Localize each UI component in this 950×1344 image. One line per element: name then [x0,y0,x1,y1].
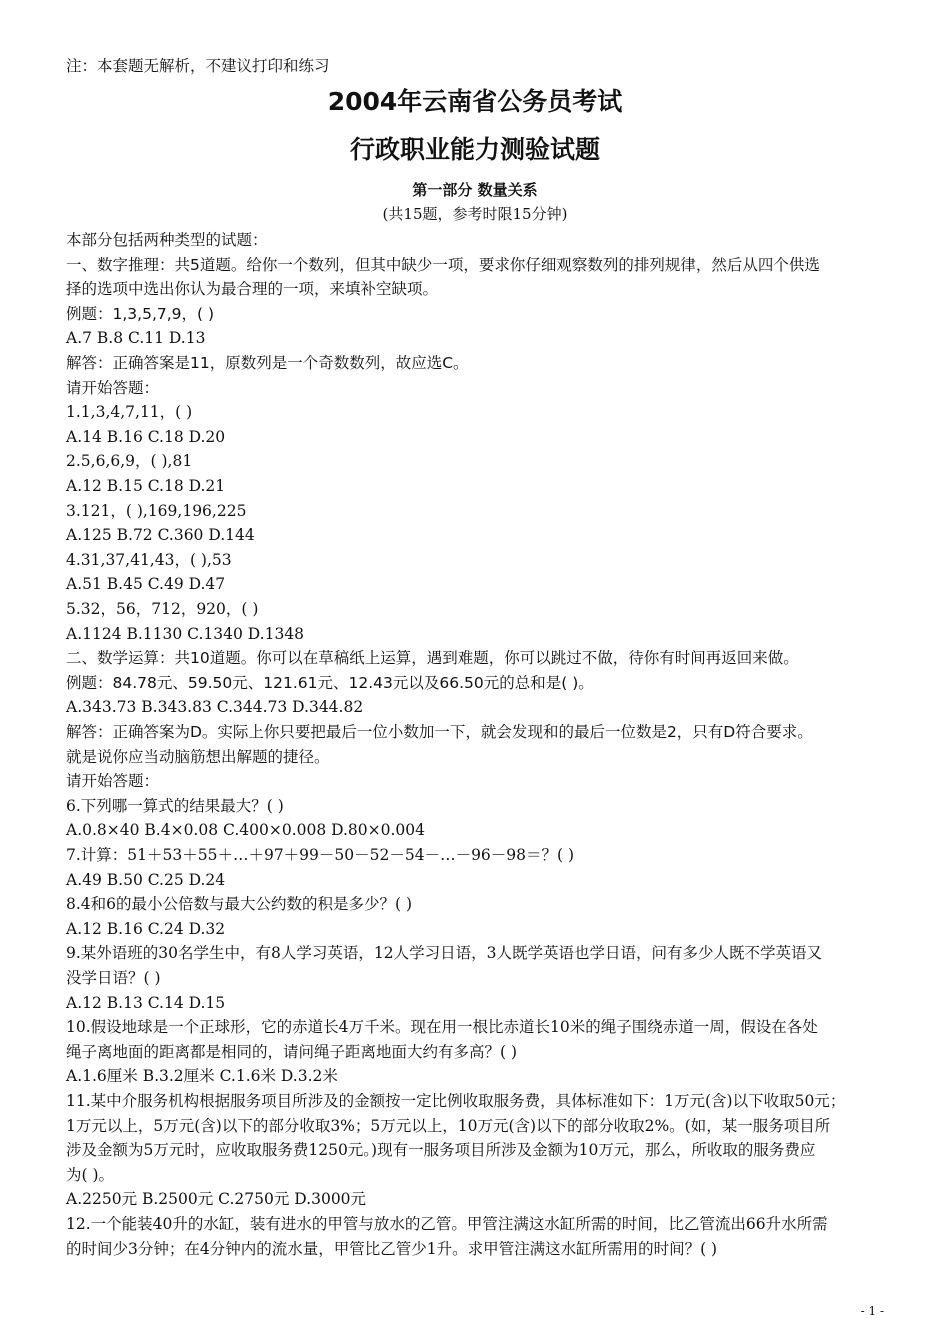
text-line: A.7 B.8 C.11 D.13 [66,329,206,348]
text-line: 涉及金额为5万元时，应收取服务费1250元。)现有一服务项目所涉及金额为10万元，那么，所收取的服务费应 [66,1141,816,1160]
text-line: A.14 B.16 C.18 D.20 [66,427,226,446]
text-line: 12.一个能装40升的水缸，装有进水的甲管与放水的乙管。甲管注满这水缸所需的时间，比乙管流出66升水所需 [66,1215,828,1233]
text-line: 1万元以上，5万元(含)以下的部分收取3%；5万元以上，10万元(含)以下的部分收取2%。(如，某一服务项目所 [66,1116,831,1135]
text-line: A.1.6厘米 B.3.2厘米 C.1.6米 D.3.2米 [66,1067,338,1086]
text-line: A.51 B.45 C.49 D.47 [66,575,226,594]
text-line: 11.某中介服务机构根据服务项目所涉及的金额按一定比例收取服务费，具体标准如下：1万元(含)以下收取50元； [66,1092,846,1110]
text-line: 请开始答题： [66,378,160,397]
text-line: A.12 B.13 C.14 D.15 [66,993,226,1012]
text-line: A.125 B.72 C.360 D.144 [66,526,255,545]
text-line: A.49 B.50 C.25 D.24 [66,870,226,889]
text-line: 7.计算：51＋53＋55＋…＋97＋99－50－52－54－…－96－98＝？( ) [66,846,575,864]
note-text: 注：本套题无解析，不建议打印和练习 [66,57,330,75]
text-line: 10.假设地球是一个正球形，它的赤道长4万千米。现在用一根比赤道长10米的绳子围绕赤道一周，假设在各处 [66,1018,818,1037]
text-line: 6.下列哪一算式的结果最大？( ) [66,796,284,815]
text-line: 二、数学运算：共10道题。你可以在草稿纸上运算，遇到难题，你可以跳过不做，待你有时间再返回来做。 [66,649,799,668]
text-line: A.12 B.16 C.24 D.32 [66,919,226,938]
text-line: 9.某外语班的30名学生中，有8人学习英语，12人学习日语，3人既学英语也学日语，问有多少人既不学英语又 [66,944,822,963]
text-line: 请开始答题： [66,772,160,791]
text-line: 例题：84.78元、59.50元、121.61元、12.43元以及66.50元的总和是( )。 [66,673,594,692]
text-line: 本部分包括两种类型的试题： [66,231,268,249]
text-line: 3.121，( ),169,196,225 [66,501,247,520]
title-year: 2004年云南省公务员考试 [327,87,623,116]
text-line: 2.5,6,6,9，( ),81 [66,452,193,471]
text-line: 就是说你应当动脑筋想出解题的捷径。 [66,747,330,766]
text-line: A.1124 B.1130 C.1340 D.1348 [66,624,305,643]
text-line: 没学日语？( ) [66,969,161,987]
text-line: 为( )。 [66,1165,115,1184]
text-line: 例题：1,3,5,7,9，( ) [66,304,215,323]
text-line: 择的选项中选出你认为最合理的一项，来填补空缺项。 [66,280,439,299]
text-line: 解答：正确答案为D。实际上你只要把最后一位小数加一下，就会发现和的最后一位数是2，只有D符合要求。 [66,723,813,741]
text-line: A.343.73 B.343.83 C.344.73 D.344.82 [66,698,364,717]
text-line: 一、数字推理：共5道题。给你一个数列，但其中缺少一项，要求你仔细观察数列的排列规律，然后从四个供选 [66,255,820,274]
text-line: 8.4和6的最小公倍数与最大公约数的积是多少？( ) [66,895,413,914]
part-subtitle: (共15题，参考时限15分钟) [382,205,568,223]
text-line: 4.31,37,41,43，( ),53 [66,550,232,569]
text-line: 解答：正确答案是11，原数列是一个奇数数列，故应选C。 [66,354,469,372]
text-line: A.12 B.15 C.18 D.21 [66,477,226,495]
text-line: A.0.8×40 B.4×0.08 C.400×0.008 D.80×0.004 [66,821,426,840]
text-line: 的时间少3分钟；在4分钟内的流水量，甲管比乙管少1升。求甲管注满这水缸所需用的时间？( ) [66,1239,718,1258]
text-line: 绳子离地面的距离都是相同的，请问绳子距离地面大约有多高？( ) [66,1042,518,1061]
title-exam: 行政职业能力测验试题 [349,135,600,164]
page-number: - 1 - [860,1304,884,1318]
part-title: 第一部分 数量关系 [412,181,538,199]
text-line: 1.1,3,4,7,11，( ) [66,403,193,422]
text-line: 5.32，56，712，920，( ) [66,600,259,618]
text-line: A.2250元 B.2500元 C.2750元 D.3000元 [66,1190,367,1209]
